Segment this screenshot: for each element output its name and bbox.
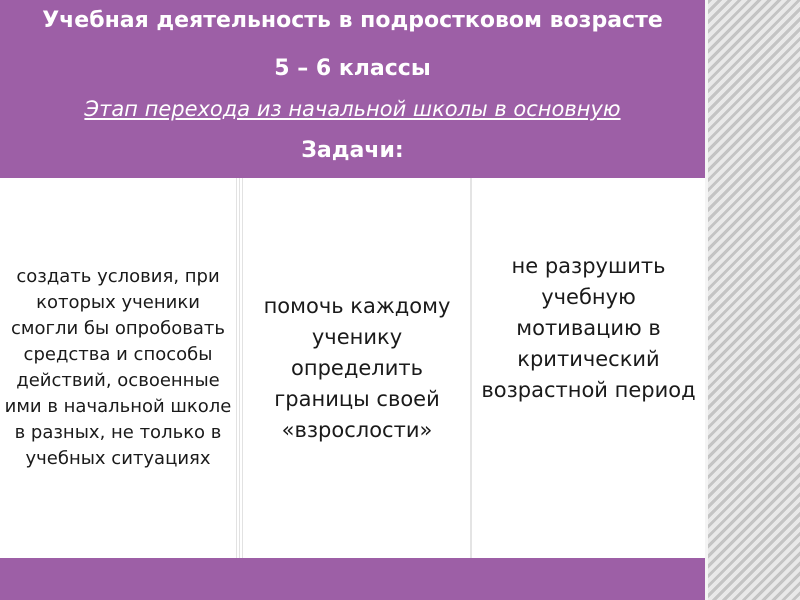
task-text-1: создать условия, при которых ученики смогли бы опробовать средства и способы действий, освоенные ими в начальной школе в разных, не только в учебных ситуациях	[4, 266, 232, 469]
slide-footer-band	[0, 558, 705, 600]
decorative-stripes	[705, 0, 800, 600]
tasks-table	[0, 178, 705, 558]
task-text-2: помочь каждому ученику определить границы своей «взрослости»	[263, 293, 451, 442]
task-text-3: не разрушить учебную мотивацию в критический возрастной период	[481, 253, 696, 402]
slide-title: Учебная деятельность в подростковом возрасте	[42, 8, 663, 33]
grades-subtitle: 5 – 6 классы	[274, 56, 431, 81]
tasks-heading: Задачи:	[301, 138, 404, 163]
stage-subtitle: Этап перехода из начальной школы в основную	[84, 97, 621, 121]
task-cell-1	[0, 178, 236, 558]
task-cell-2	[244, 178, 470, 558]
task-cell-3	[472, 138, 705, 518]
column-divider	[236, 178, 244, 558]
